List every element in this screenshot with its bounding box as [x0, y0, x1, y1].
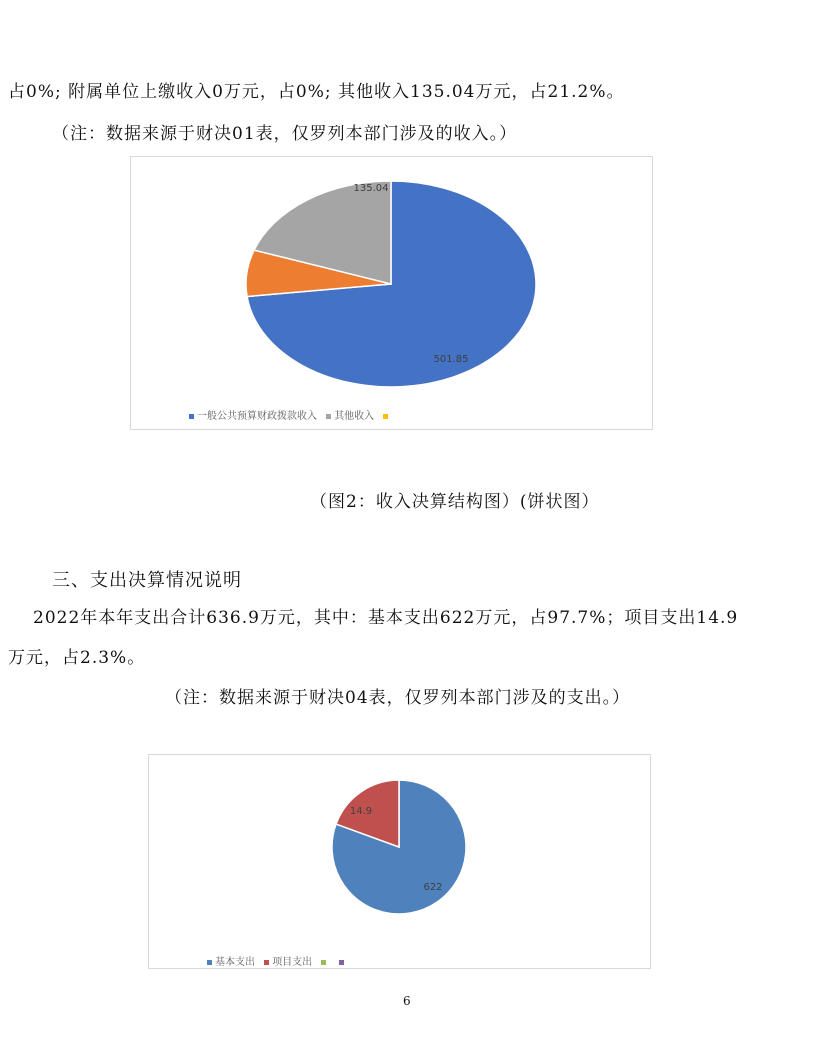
income-chart-legend — [189, 407, 397, 422]
income-pie-chart — [130, 156, 653, 430]
text-line-income-continued: 占0%; 附属单位上缴收入0万元，占0%; 其他收入135.04万元，占21.2%。 — [8, 82, 625, 102]
legend-item-empty — [383, 411, 391, 422]
pie-data-label: 14.9 — [349, 806, 373, 817]
legend-swatch — [321, 960, 326, 965]
expenditure-pie-svg — [149, 755, 650, 968]
legend-label: 其他收入 — [334, 411, 375, 422]
legend-label: 项目支出 — [272, 957, 313, 968]
legend-swatch — [189, 414, 194, 419]
expenditure-paragraph-line2: 万元，占2.3%。 — [8, 648, 146, 668]
legend-item-general-budget — [189, 407, 317, 422]
income-data-note: （注：数据来源于财决01表，仅罗列本部门涉及的收入。） — [52, 124, 518, 144]
legend-item-other-income — [326, 407, 374, 422]
legend-item-empty-2 — [339, 957, 347, 968]
income-chart-caption: （图2：收入决算结构图）(饼状图） — [310, 492, 600, 512]
legend-item-project — [264, 953, 312, 968]
pie-data-label: 622 — [423, 882, 443, 893]
expenditure-chart-legend — [207, 953, 353, 968]
expenditure-pie-chart — [148, 754, 651, 969]
legend-item-basic — [207, 953, 255, 968]
legend-swatch — [264, 960, 269, 965]
legend-swatch — [383, 414, 388, 419]
pie-data-label: 501.85 — [433, 354, 469, 365]
expenditure-data-note: （注：数据来源于财决04表，仅罗列本部门涉及的支出。） — [165, 688, 631, 708]
pie-data-label: 135.04 — [353, 183, 389, 194]
legend-swatch — [339, 960, 344, 965]
legend-item-empty-1 — [321, 957, 329, 968]
income-pie-svg — [131, 157, 652, 429]
legend-swatch — [207, 960, 212, 965]
page-number: 6 — [403, 994, 411, 1008]
section-heading-expenditure: 三、支出决算情况说明 — [52, 570, 242, 591]
expenditure-paragraph-line1: 2022年本年支出合计636.9万元，其中：基本支出622万元，占97.7%；项目支出14.9 — [33, 608, 739, 628]
legend-label: 基本支出 — [215, 957, 255, 968]
legend-label: 一般公共预算财政拨款收入 — [197, 411, 317, 422]
legend-swatch — [326, 414, 331, 419]
